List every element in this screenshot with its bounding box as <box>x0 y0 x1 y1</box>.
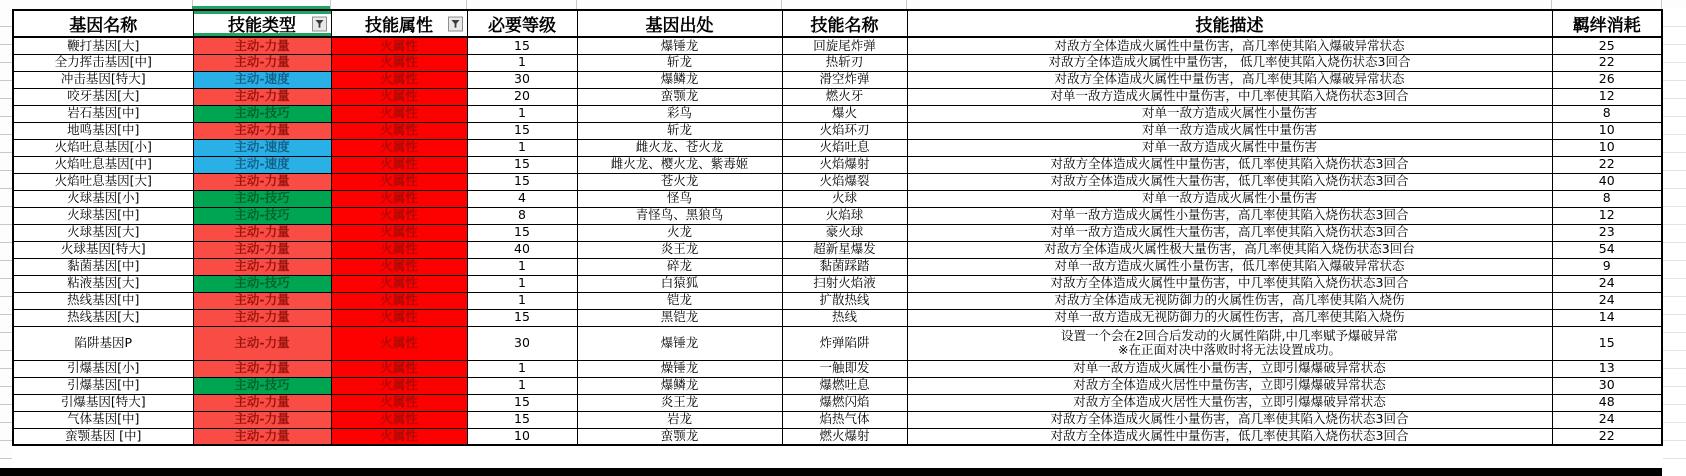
cell-gene-name[interactable]: 火焰吐息基因[大] <box>13 173 193 190</box>
table-row <box>13 411 1662 428</box>
cell-skill-attribute[interactable]: 火属性 <box>331 54 467 71</box>
cell-skill-name[interactable]: 燃火牙 <box>782 88 907 105</box>
cell-bond-cost[interactable]: 30 <box>1552 377 1662 394</box>
cell-skill-type[interactable]: 主动-力量 <box>193 360 331 377</box>
cell-gene-source[interactable]: 黑铠龙 <box>577 309 782 326</box>
cell-skill-type[interactable]: 主动-技巧 <box>193 275 331 292</box>
cell-skill-description[interactable]: 对敌方全体造成无视防御力的火属性伤害，高几率使其陷入烧伤 <box>907 292 1552 309</box>
cell-bond-cost[interactable]: 10 <box>1552 122 1662 139</box>
cell-skill-type[interactable]: 主动-力量 <box>193 54 331 71</box>
cell-gene-source[interactable]: 爆鳞龙 <box>577 71 782 88</box>
cell-gene-name[interactable]: 岩石基因[中] <box>13 105 193 122</box>
cell-skill-description[interactable]: 设置一个会在2回合后发动的火属性陷阱,中几率赋予爆破异常 ※在正面对决中落败时将无法设置成功。 <box>907 326 1552 360</box>
cell-gene-name[interactable]: 火球基因[特大] <box>13 241 193 258</box>
cell-skill-description[interactable]: 对单一敌方造成火属性小量伤害，立即引爆爆破异常状态 <box>907 360 1552 377</box>
cell-gene-name[interactable]: 气体基因[中] <box>13 411 193 428</box>
column-header[interactable] <box>907 10 1552 37</box>
cell-skill-attribute[interactable]: 火属性 <box>331 122 467 139</box>
table-row <box>13 292 1662 309</box>
cell-skill-type[interactable]: 主动-力量 <box>193 411 331 428</box>
cell-skill-type[interactable]: 主动-力量 <box>193 173 331 190</box>
cell-bond-cost[interactable]: 10 <box>1552 139 1662 156</box>
cell-skill-name[interactable]: 滑空炸弹 <box>782 71 907 88</box>
cell-gene-source[interactable]: 炎王龙 <box>577 241 782 258</box>
cell-bond-cost[interactable]: 13 <box>1552 360 1662 377</box>
cell-gene-source[interactable]: 怪鸟 <box>577 190 782 207</box>
cell-skill-type[interactable]: 主动-力量 <box>193 88 331 105</box>
column-gridline <box>330 0 331 9</box>
table-row <box>13 190 1662 207</box>
column-header[interactable] <box>467 10 577 37</box>
table-row <box>13 156 1662 173</box>
cell-skill-attribute[interactable]: 火属性 <box>331 71 467 88</box>
cell-gene-source[interactable]: 碎龙 <box>577 258 782 275</box>
header-row <box>13 10 1662 37</box>
cell-skill-attribute[interactable]: 火属性 <box>331 275 467 292</box>
cell-skill-attribute[interactable]: 火属性 <box>331 224 467 241</box>
cell-skill-description[interactable]: 对敌方全体造成火属性中量伤害，高几率使其陷入爆破异常状态 <box>907 71 1552 88</box>
cell-skill-type[interactable]: 主动-技巧 <box>193 190 331 207</box>
cell-skill-type[interactable]: 主动-力量 <box>193 428 331 445</box>
cell-skill-type[interactable]: 主动-技巧 <box>193 377 331 394</box>
cell-skill-name[interactable]: 豪火球 <box>782 224 907 241</box>
column-label: 基因出处 <box>645 16 714 36</box>
table-row <box>13 326 1662 360</box>
cell-skill-description[interactable]: 对敌方全体造成火属性中量伤害，中几率使其陷入烧伤状态3回合 <box>907 275 1552 292</box>
cell-required-level[interactable]: 15 <box>467 122 577 139</box>
cell-skill-name[interactable]: 扩散热线 <box>782 292 907 309</box>
cell-required-level[interactable]: 1 <box>467 105 577 122</box>
cell-required-level[interactable]: 40 <box>467 241 577 258</box>
cell-bond-cost[interactable]: 14 <box>1552 309 1662 326</box>
cell-skill-name[interactable]: 回旋尾炸弹 <box>782 37 907 54</box>
cell-skill-description[interactable]: 对敌方全体造成火属性大量伤害，低几率使其陷入烧伤状态3回合 <box>907 173 1552 190</box>
column-label: 羁绊消耗 <box>1572 16 1641 36</box>
cell-skill-description[interactable]: 对敌方全体造成火属性中量伤害，低几率使其陷入烧伤状态3回合 <box>907 428 1552 445</box>
cell-required-level[interactable]: 1 <box>467 275 577 292</box>
cell-skill-name[interactable]: 热线 <box>782 309 907 326</box>
column-label: 基因名称 <box>69 16 138 36</box>
cell-gene-name[interactable]: 黏菌基因[中] <box>13 258 193 275</box>
cell-skill-attribute[interactable]: 火属性 <box>331 309 467 326</box>
cell-gene-source[interactable]: 铠龙 <box>577 292 782 309</box>
cell-gene-name[interactable]: 全力挥击基因[中] <box>13 54 193 71</box>
cell-skill-description[interactable]: 对敌方全体造成火居性中量伤害，立即引爆爆破异常状态 <box>907 377 1552 394</box>
column-label: 技能类型 <box>228 16 296 36</box>
cell-required-level[interactable]: 1 <box>467 292 577 309</box>
cell-skill-description[interactable]: 对单一敌方造成火属性中量伤害 <box>907 122 1552 139</box>
cell-skill-type[interactable]: 主动-速度 <box>193 139 331 156</box>
cell-gene-source[interactable]: 蛮颚龙 <box>577 88 782 105</box>
cell-required-level[interactable]: 30 <box>467 326 577 360</box>
cell-skill-name[interactable]: 火焰球 <box>782 207 907 224</box>
cell-gene-name[interactable]: 火焰吐息基因[中] <box>13 156 193 173</box>
clipped-row-header-strip <box>0 9 12 468</box>
cell-skill-attribute[interactable]: 火属性 <box>331 241 467 258</box>
cell-skill-attribute[interactable]: 火属性 <box>331 292 467 309</box>
cell-skill-name[interactable]: 火球 <box>782 190 907 207</box>
cell-gene-name[interactable]: 咬牙基因[大] <box>13 88 193 105</box>
table-row <box>13 428 1662 445</box>
cell-gene-name[interactable]: 粘液基因[大] <box>13 275 193 292</box>
table-row <box>13 71 1662 88</box>
column-gridline <box>1661 0 1662 9</box>
cell-required-level[interactable]: 1 <box>467 54 577 71</box>
cell-skill-description[interactable]: 对单一敌方造成火属性大量伤害，高几率使其陷入烧伤状态3回合 <box>907 224 1552 241</box>
table-row <box>13 173 1662 190</box>
cell-skill-type[interactable]: 主动-力量 <box>193 309 331 326</box>
cell-gene-name[interactable]: 火球基因[中] <box>13 207 193 224</box>
column-label: 技能名称 <box>810 16 879 36</box>
cell-skill-attribute[interactable]: 火属性 <box>331 258 467 275</box>
cell-gene-source[interactable]: 蛮颚龙 <box>577 428 782 445</box>
cell-bond-cost[interactable]: 9 <box>1552 258 1662 275</box>
cell-bond-cost[interactable]: 22 <box>1552 156 1662 173</box>
cell-skill-description[interactable]: 对单一敌方造成火属性小量伤害，低几率使其陷入爆破异常状态 <box>907 258 1552 275</box>
column-label: 技能描述 <box>1195 16 1264 36</box>
cell-skill-name[interactable]: 火焰爆裂 <box>782 173 907 190</box>
cell-skill-type[interactable]: 主动-力量 <box>193 224 331 241</box>
cell-required-level[interactable]: 15 <box>467 37 577 54</box>
cell-skill-name[interactable]: 超新星爆发 <box>782 241 907 258</box>
cell-required-level[interactable]: 15 <box>467 156 577 173</box>
table-row <box>13 37 1662 54</box>
cell-skill-description[interactable]: 对单一敌方造成火属性中量伤害，中几率使其陷入烧伤状态3回合 <box>907 88 1552 105</box>
cell-bond-cost[interactable]: 48 <box>1552 394 1662 411</box>
cell-skill-type[interactable]: 主动-力量 <box>193 326 331 360</box>
table-row <box>13 88 1662 105</box>
empty-gridlines-area <box>1663 9 1686 468</box>
cell-required-level[interactable]: 1 <box>467 360 577 377</box>
cell-gene-source[interactable]: 雌火龙、苍火龙 <box>577 139 782 156</box>
cell-gene-name[interactable]: 引爆基因[中] <box>13 377 193 394</box>
table-row <box>13 241 1662 258</box>
cell-gene-name[interactable]: 火焰吐息基因[小] <box>13 139 193 156</box>
cell-gene-name[interactable]: 蛮颚基因 [中] <box>13 428 193 445</box>
cell-required-level[interactable]: 1 <box>467 139 577 156</box>
cell-skill-description[interactable]: 对敌方全体造成火居性大量伤害，立即引爆爆破异常状态 <box>907 394 1552 411</box>
cell-skill-name[interactable]: 火焰吐息 <box>782 139 907 156</box>
cell-gene-source[interactable]: 爆锤龙 <box>577 326 782 360</box>
cell-skill-type[interactable]: 主动-速度 <box>193 156 331 173</box>
table-row <box>13 394 1662 411</box>
cell-gene-source[interactable]: 爆锤龙 <box>577 37 782 54</box>
cell-bond-cost[interactable]: 8 <box>1552 190 1662 207</box>
cell-skill-attribute[interactable]: 火属性 <box>331 207 467 224</box>
table-row <box>13 207 1662 224</box>
cell-bond-cost[interactable]: 12 <box>1552 207 1662 224</box>
column-header[interactable] <box>577 10 782 37</box>
cell-gene-source[interactable]: 青怪鸟、黑狼鸟 <box>577 207 782 224</box>
cell-required-level[interactable]: 15 <box>467 309 577 326</box>
column-gridline <box>906 0 907 9</box>
table-row <box>13 224 1662 241</box>
cell-skill-attribute[interactable]: 火属性 <box>331 411 467 428</box>
cell-bond-cost[interactable]: 15 <box>1552 326 1662 360</box>
cell-required-level[interactable]: 4 <box>467 190 577 207</box>
cell-skill-attribute[interactable]: 火属性 <box>331 156 467 173</box>
cell-skill-description[interactable]: 对敌方全体造成火属性中量伤害， 低几率使其陷入烧伤状态3回合 <box>907 54 1552 71</box>
cell-skill-type[interactable]: 主动-力量 <box>193 292 331 309</box>
cell-gene-name[interactable]: 鞭打基因[大] <box>13 37 193 54</box>
cell-gene-name[interactable]: 引爆基因[特大] <box>13 394 193 411</box>
table-row <box>13 258 1662 275</box>
cell-gene-source[interactable]: 苍火龙 <box>577 173 782 190</box>
cell-skill-type[interactable]: 主动-技巧 <box>193 207 331 224</box>
cell-gene-name[interactable]: 冲击基因[特大] <box>13 71 193 88</box>
cell-skill-type[interactable]: 主动-技巧 <box>193 105 331 122</box>
cell-bond-cost[interactable]: 26 <box>1552 71 1662 88</box>
table-row <box>13 122 1662 139</box>
cell-skill-attribute[interactable]: 火属性 <box>331 360 467 377</box>
spreadsheet-table <box>12 9 1663 446</box>
cell-required-level[interactable]: 20 <box>467 88 577 105</box>
cell-skill-name[interactable]: 一触即发 <box>782 360 907 377</box>
cell-skill-attribute[interactable]: 火属性 <box>331 139 467 156</box>
table-row <box>13 360 1662 377</box>
cell-required-level[interactable]: 15 <box>467 394 577 411</box>
cell-bond-cost[interactable]: 23 <box>1552 224 1662 241</box>
column-header[interactable] <box>193 10 331 37</box>
cell-gene-source[interactable]: 斩龙 <box>577 54 782 71</box>
cell-skill-description[interactable]: 对单一敌方造成火属性小量伤害 <box>907 105 1552 122</box>
cell-gene-source[interactable]: 岩龙 <box>577 411 782 428</box>
column-header[interactable] <box>331 10 467 37</box>
cell-bond-cost[interactable]: 24 <box>1552 411 1662 428</box>
cell-skill-name[interactable]: 爆燃吐息 <box>782 377 907 394</box>
cell-skill-description[interactable]: 对敌方全体造成火属性小量伤害，高几率使其陷入烧伤状态3回合 <box>907 411 1552 428</box>
cell-required-level[interactable]: 10 <box>467 428 577 445</box>
table-body <box>13 37 1662 445</box>
cell-skill-name[interactable]: 火焰环刃 <box>782 122 907 139</box>
bottom-window-bar <box>0 468 1662 476</box>
cell-gene-name[interactable]: 火球基因[小] <box>13 190 193 207</box>
column-header[interactable] <box>13 10 193 37</box>
cell-bond-cost[interactable]: 22 <box>1552 428 1662 445</box>
clipped-column-header-strip <box>0 0 1686 9</box>
cell-gene-name[interactable]: 热线基因[中] <box>13 292 193 309</box>
cell-gene-source[interactable]: 斩龙 <box>577 122 782 139</box>
cell-required-level[interactable]: 8 <box>467 207 577 224</box>
cell-skill-name[interactable]: 燃火爆射 <box>782 428 907 445</box>
cell-skill-attribute[interactable]: 火属性 <box>331 428 467 445</box>
cell-gene-source[interactable]: 火龙 <box>577 224 782 241</box>
cell-skill-description[interactable]: 对单一敌方造成火属性中量伤害 <box>907 139 1552 156</box>
cell-skill-attribute[interactable]: 火属性 <box>331 88 467 105</box>
cell-required-level[interactable]: 15 <box>467 173 577 190</box>
cell-required-level[interactable]: 15 <box>467 411 577 428</box>
cell-bond-cost[interactable]: 54 <box>1552 241 1662 258</box>
cell-required-level[interactable]: 30 <box>467 71 577 88</box>
column-header[interactable] <box>782 10 907 37</box>
column-gridline <box>466 0 467 9</box>
cell-bond-cost[interactable]: 8 <box>1552 105 1662 122</box>
cell-gene-name[interactable]: 地鸣基因[中] <box>13 122 193 139</box>
cell-required-level[interactable]: 15 <box>467 224 577 241</box>
cell-bond-cost[interactable]: 24 <box>1552 292 1662 309</box>
filter-funnel-icon[interactable] <box>312 16 327 31</box>
table-row <box>13 377 1662 394</box>
cell-gene-source[interactable]: 燥锤龙 <box>577 360 782 377</box>
cell-skill-type[interactable]: 主动-力量 <box>193 37 331 54</box>
cell-bond-cost[interactable]: 22 <box>1552 54 1662 71</box>
table-row <box>13 309 1662 326</box>
cell-gene-name[interactable]: 陷阱基因P <box>13 326 193 360</box>
table-row <box>13 105 1662 122</box>
cell-skill-attribute[interactable]: 火属性 <box>331 377 467 394</box>
table-row <box>13 275 1662 292</box>
cell-skill-type[interactable]: 主动-力量 <box>193 394 331 411</box>
column-label: 必要等级 <box>488 16 556 36</box>
cell-skill-description[interactable]: 对敌方全体造成火属性极大量伤害，高几率使其陷入烧伤状态3回台 <box>907 241 1552 258</box>
cell-gene-name[interactable]: 引爆基因[小] <box>13 360 193 377</box>
cell-bond-cost[interactable]: 12 <box>1552 88 1662 105</box>
cell-skill-description[interactable]: 对单一敌方造成火属性小量伤害 <box>907 190 1552 207</box>
column-gridline <box>576 0 577 9</box>
cell-gene-name[interactable]: 火球基因[大] <box>13 224 193 241</box>
cell-bond-cost[interactable]: 25 <box>1552 37 1662 54</box>
cell-skill-attribute[interactable]: 火属性 <box>331 394 467 411</box>
cell-skill-attribute[interactable]: 火属性 <box>331 105 467 122</box>
cell-skill-name[interactable]: 热斩刃 <box>782 54 907 71</box>
cell-skill-name[interactable]: 扫射火焰液 <box>782 275 907 292</box>
column-header[interactable] <box>1552 10 1662 37</box>
cell-gene-source[interactable]: 彩鸟 <box>577 105 782 122</box>
cell-skill-name[interactable]: 火焰爆射 <box>782 156 907 173</box>
cell-gene-source[interactable]: 爆鳞龙 <box>577 377 782 394</box>
cell-gene-source[interactable]: 炎王龙 <box>577 394 782 411</box>
cell-gene-source[interactable]: 雌火龙、樱火龙、紫毒姬 <box>577 156 782 173</box>
cell-bond-cost[interactable]: 24 <box>1552 275 1662 292</box>
cell-skill-attribute[interactable]: 火属性 <box>331 37 467 54</box>
cell-skill-name[interactable]: 爆燃闪焰 <box>782 394 907 411</box>
cell-required-level[interactable]: 1 <box>467 258 577 275</box>
table-row <box>13 139 1662 156</box>
column-label: 技能属性 <box>365 16 433 36</box>
table-row <box>13 54 1662 71</box>
cell-skill-name[interactable]: 黏菌踩踏 <box>782 258 907 275</box>
cell-skill-description[interactable]: 对单一敌方造成火属性小量伤害，高几率使其陷入烧伤状态3回合 <box>907 207 1552 224</box>
filter-funnel-icon[interactable] <box>448 16 463 31</box>
cell-skill-name[interactable]: 爆火 <box>782 105 907 122</box>
cell-gene-name[interactable]: 热线基因[大] <box>13 309 193 326</box>
cell-skill-type[interactable]: 主动-力量 <box>193 258 331 275</box>
cell-skill-type[interactable]: 主动-力量 <box>193 122 331 139</box>
cell-gene-source[interactable]: 白猿狐 <box>577 275 782 292</box>
column-gridline <box>1551 0 1552 9</box>
cell-skill-type[interactable]: 主动-力量 <box>193 241 331 258</box>
cell-skill-description[interactable]: 对敌方全体造成火属性中量伤害，低几率使其陷入烧伤状态3回合 <box>907 156 1552 173</box>
cell-skill-attribute[interactable]: 火属性 <box>331 190 467 207</box>
cell-skill-description[interactable]: 对单一敌方造成无视防御力的火属性伤害，高几率使其陷入烧伤 <box>907 309 1552 326</box>
column-gridline <box>781 0 782 9</box>
cell-skill-attribute[interactable]: 火属性 <box>331 173 467 190</box>
cell-skill-name[interactable]: 焰热气体 <box>782 411 907 428</box>
cell-skill-attribute[interactable]: 火属性 <box>331 326 467 360</box>
cell-skill-description[interactable]: 对敌方全体造成火属性中量伤害，高几率使其陷入爆破异常状态 <box>907 37 1552 54</box>
cell-skill-type[interactable]: 主动-速度 <box>193 71 331 88</box>
cell-bond-cost[interactable]: 40 <box>1552 173 1662 190</box>
cell-skill-name[interactable]: 炸弹陷阱 <box>782 326 907 360</box>
cell-required-level[interactable]: 1 <box>467 377 577 394</box>
